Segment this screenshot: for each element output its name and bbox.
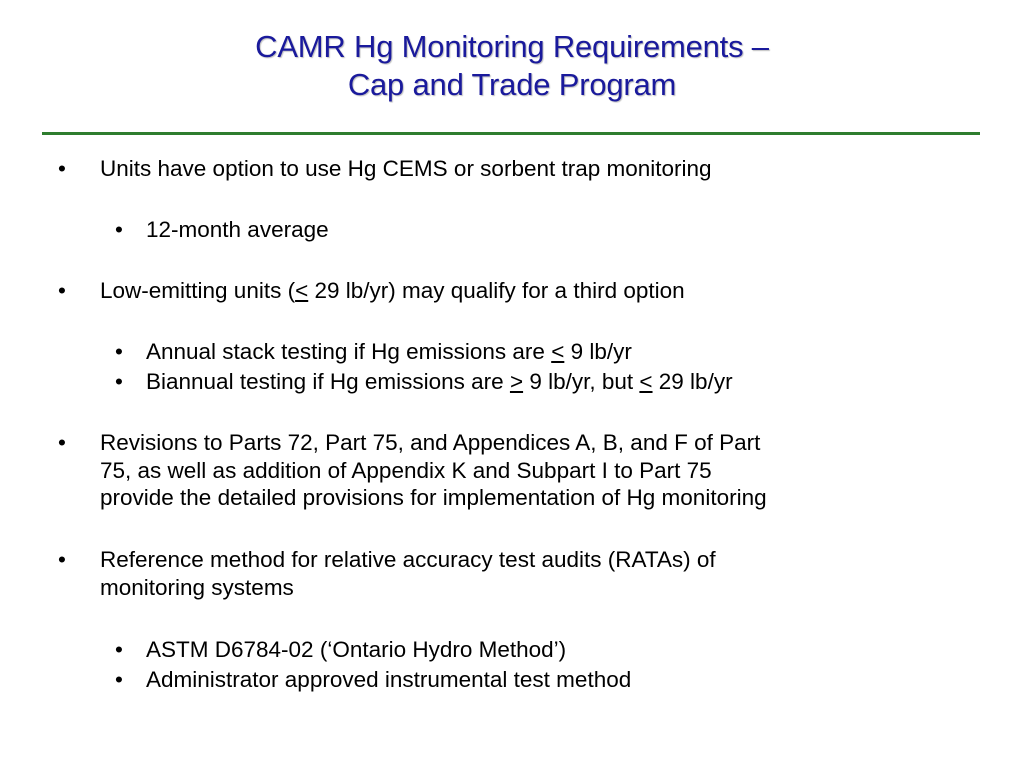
title-line-2: Cap and Trade Program: [347, 67, 677, 102]
bullet-text-line: Revisions to Parts 72, Part 75, and Appendices A, B, and F of Part: [100, 430, 761, 455]
bullet-dot-icon: •: [58, 156, 66, 181]
sub-bullet-item: [115, 368, 733, 396]
bullet-text-line: Reference method for relative accuracy test audits (RATAs) of: [100, 547, 716, 572]
title-divider: [42, 132, 980, 135]
bullet-dot-icon: •: [115, 637, 123, 662]
sub-bullet-item: [115, 338, 632, 366]
sub-bullet-text: Biannual testing if Hg emissions are > 9 lb/yr, but < 29 lb/yr: [146, 369, 733, 394]
bullet-dot-icon: •: [115, 217, 123, 242]
title-line-1: CAMR Hg Monitoring Requirements –: [255, 29, 769, 64]
bullet-item: [58, 429, 767, 512]
sub-bullet-text: ASTM D6784-02 (‘Ontario Hydro Method’): [146, 637, 567, 662]
slide-title: [0, 28, 1024, 104]
bullet-item: [58, 277, 685, 305]
bullet-dot-icon: •: [58, 430, 66, 455]
sub-bullet-item: [115, 666, 632, 694]
bullet-dot-icon: •: [115, 339, 123, 364]
bullet-dot-icon: •: [58, 547, 66, 572]
sub-bullet-text: Annual stack testing if Hg emissions are < 9 lb/yr: [146, 339, 632, 364]
bullet-item: [58, 546, 716, 601]
sub-bullet-item: [115, 216, 329, 244]
sub-bullet-item: [115, 636, 567, 664]
sub-bullet-text: 12-month average: [146, 217, 329, 242]
bullet-dot-icon: •: [115, 667, 123, 692]
bullet-text-line: monitoring systems: [100, 574, 294, 600]
bullet-item: [58, 155, 712, 183]
bullet-text-line: provide the detailed provisions for implementation of Hg monitoring: [100, 485, 767, 510]
bullet-dot-icon: •: [115, 369, 123, 394]
bullet-dot-icon: •: [58, 278, 66, 303]
bullet-text: Low-emitting units (< 29 lb/yr) may qualify for a third option: [100, 278, 685, 303]
sub-bullet-text: Administrator approved instrumental test method: [146, 667, 632, 692]
bullet-text: Units have option to use Hg CEMS or sorbent trap monitoring: [100, 156, 712, 181]
bullet-text-line: 75, as well as addition of Appendix K and Subpart I to Part 75: [100, 457, 712, 483]
